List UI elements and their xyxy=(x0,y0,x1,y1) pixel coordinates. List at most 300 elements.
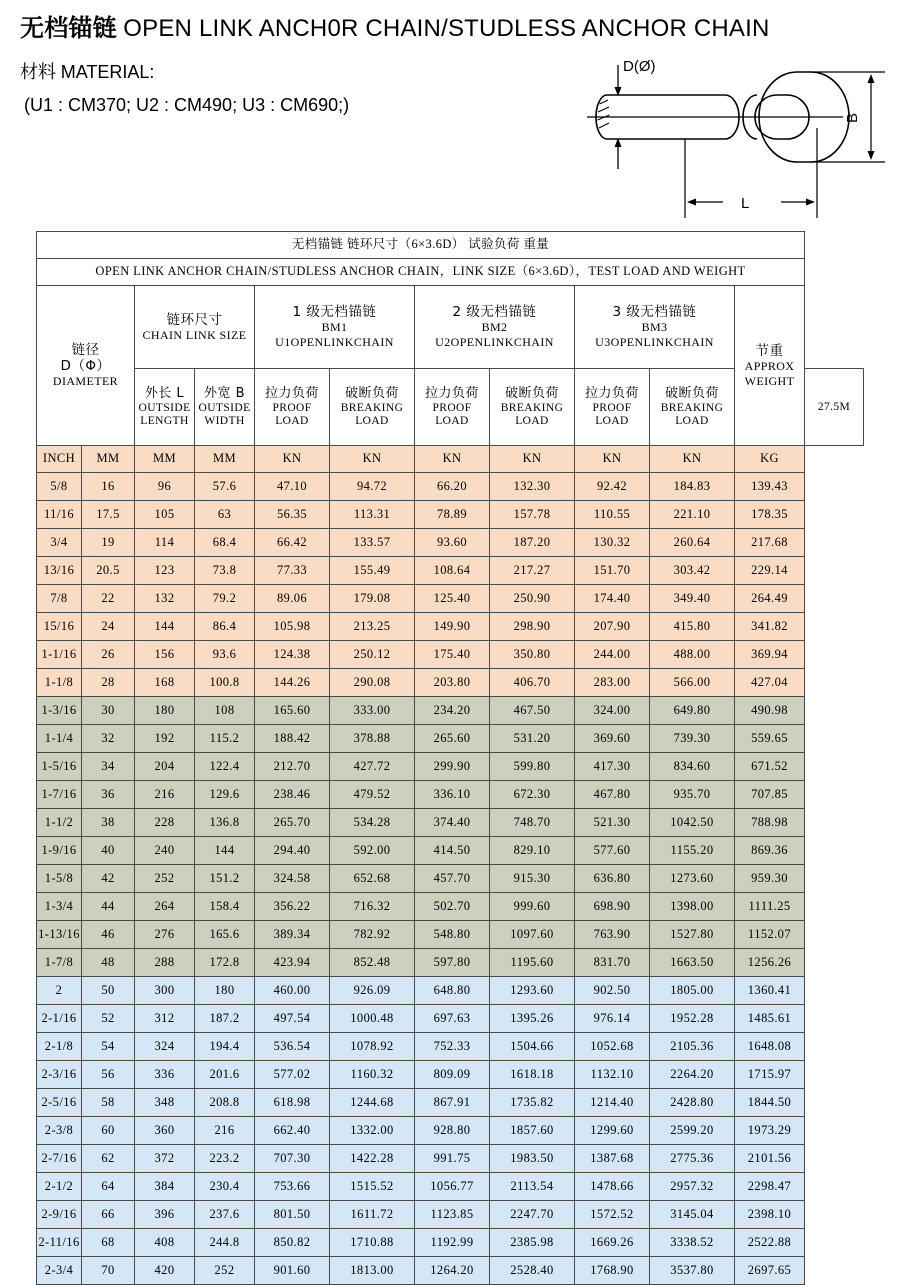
cell-weight_kg: 1973.29 xyxy=(735,1117,805,1145)
table-caption-en: OPEN LINK ANCHOR CHAIN/STUDLESS ANCHOR CHAIN，LINK SIZE（6×3.6D），TEST LOAD AND WEIGHT xyxy=(37,259,805,286)
cell-bm2_proof_kn: 66.20 xyxy=(415,473,490,501)
cell-bm3_breaking_kn: 221.10 xyxy=(650,501,735,529)
cell-weight_kg: 788.98 xyxy=(735,809,805,837)
unit-cell-bm3_proof_kn: KN xyxy=(575,446,650,473)
table-unit-row xyxy=(37,446,864,473)
cell-bm3_proof_kn: 174.40 xyxy=(575,585,650,613)
cell-bm1_proof_kn: 212.70 xyxy=(255,753,330,781)
cell-bm1_proof_kn: 850.82 xyxy=(255,1229,330,1257)
cell-outside_width_mm: 115.2 xyxy=(195,725,255,753)
cell-bm1_breaking_kn: 716.32 xyxy=(330,893,415,921)
header-line: 外宽 B xyxy=(203,386,246,402)
cell-bm1_proof_kn: 144.26 xyxy=(255,669,330,697)
cell-mm: 26 xyxy=(82,641,135,669)
cell-bm1_proof_kn: 294.40 xyxy=(255,837,330,865)
page-title-en: OPEN LINK ANCH0R CHAIN/STUDLESS ANCHOR CHAIN xyxy=(123,15,770,42)
cell-bm3_breaking_kn: 1398.00 xyxy=(650,893,735,921)
cell-inch: 2-1/2 xyxy=(37,1173,82,1201)
unit-cell-weight_kg: KG xyxy=(735,446,805,473)
cell-bm2_proof_kn: 175.40 xyxy=(415,641,490,669)
cell-bm1_proof_kn: 165.60 xyxy=(255,697,330,725)
cell-bm2_proof_kn: 697.63 xyxy=(415,1005,490,1033)
cell-outside_length_mm: 360 xyxy=(135,1117,195,1145)
cell-outside_width_mm: 223.2 xyxy=(195,1145,255,1173)
unit-cell-bm2_proof_kn: KN xyxy=(415,446,490,473)
sub-proof-load-1 xyxy=(255,369,330,446)
cell-inch: 1-1/16 xyxy=(37,641,82,669)
cell-outside_width_mm: 86.4 xyxy=(195,613,255,641)
table-row xyxy=(37,1173,864,1201)
cell-bm3_proof_kn: 207.90 xyxy=(575,613,650,641)
cell-bm1_breaking_kn: 155.49 xyxy=(330,557,415,585)
cell-outside_width_mm: 208.8 xyxy=(195,1089,255,1117)
cell-bm2_breaking_kn: 748.70 xyxy=(490,809,575,837)
cell-bm2_breaking_kn: 132.30 xyxy=(490,473,575,501)
cell-bm1_proof_kn: 77.33 xyxy=(255,557,330,585)
cell-bm3_breaking_kn: 3537.80 xyxy=(650,1257,735,1285)
sub-proof-load-3 xyxy=(575,369,650,446)
chain-link-size-group xyxy=(135,286,255,369)
cell-bm2_breaking_kn: 2113.54 xyxy=(490,1173,575,1201)
cell-outside_length_mm: 96 xyxy=(135,473,195,501)
cell-bm1_proof_kn: 265.70 xyxy=(255,809,330,837)
header-line: 节重 xyxy=(755,342,784,359)
cell-bm3_breaking_kn: 1952.28 xyxy=(650,1005,735,1033)
table-caption-cn: 无档锚链 链环尺寸（6×3.6D） 试验负荷 重量 xyxy=(37,232,805,259)
cell-bm2_breaking_kn: 599.80 xyxy=(490,753,575,781)
cell-bm2_proof_kn: 299.90 xyxy=(415,753,490,781)
cell-bm1_proof_kn: 497.54 xyxy=(255,1005,330,1033)
table-group-header-row xyxy=(37,286,864,369)
cell-mm: 48 xyxy=(82,949,135,977)
cell-weight_kg: 869.36 xyxy=(735,837,805,865)
cell-weight_kg: 341.82 xyxy=(735,613,805,641)
cell-bm3_breaking_kn: 1273.60 xyxy=(650,865,735,893)
cell-bm2_breaking_kn: 1504.66 xyxy=(490,1033,575,1061)
header-line: U2OPENLINKCHAIN xyxy=(435,335,554,350)
cell-bm3_proof_kn: 577.60 xyxy=(575,837,650,865)
cell-mm: 46 xyxy=(82,921,135,949)
cell-bm1_breaking_kn: 1078.92 xyxy=(330,1033,415,1061)
cell-bm3_breaking_kn: 303.42 xyxy=(650,557,735,585)
specification-table xyxy=(36,231,864,1285)
cell-outside_width_mm: 136.8 xyxy=(195,809,255,837)
cell-inch: 2-3/8 xyxy=(37,1117,82,1145)
cell-bm3_breaking_kn: 2105.36 xyxy=(650,1033,735,1061)
header-line: OUTSIDE xyxy=(138,401,191,414)
cell-bm1_proof_kn: 389.34 xyxy=(255,921,330,949)
cell-outside_length_mm: 156 xyxy=(135,641,195,669)
cell-bm3_proof_kn: 1669.26 xyxy=(575,1229,650,1257)
cell-bm1_proof_kn: 324.58 xyxy=(255,865,330,893)
cell-outside_width_mm: 122.4 xyxy=(195,753,255,781)
cell-weight_kg: 139.43 xyxy=(735,473,805,501)
cell-bm3_proof_kn: 130.32 xyxy=(575,529,650,557)
table-row xyxy=(37,1257,864,1285)
cell-bm3_proof_kn: 151.70 xyxy=(575,557,650,585)
cell-outside_length_mm: 420 xyxy=(135,1257,195,1285)
table-row xyxy=(37,501,864,529)
cell-bm3_breaking_kn: 739.30 xyxy=(650,725,735,753)
cell-outside_width_mm: 237.6 xyxy=(195,1201,255,1229)
cell-bm3_breaking_kn: 1805.00 xyxy=(650,977,735,1005)
unit-cell-bm1_proof_kn: KN xyxy=(255,446,330,473)
cell-bm3_proof_kn: 110.55 xyxy=(575,501,650,529)
chain-link-diagram xyxy=(585,50,900,225)
header-line: LOAD xyxy=(515,414,549,427)
cell-mm: 22 xyxy=(82,585,135,613)
cell-bm1_proof_kn: 536.54 xyxy=(255,1033,330,1061)
cell-bm2_proof_kn: 867.91 xyxy=(415,1089,490,1117)
cell-bm3_breaking_kn: 184.83 xyxy=(650,473,735,501)
table-row xyxy=(37,1061,864,1089)
cell-mm: 60 xyxy=(82,1117,135,1145)
cell-inch: 2-3/4 xyxy=(37,1257,82,1285)
cell-outside_length_mm: 336 xyxy=(135,1061,195,1089)
cell-bm3_proof_kn: 831.70 xyxy=(575,949,650,977)
header-line: LOAD xyxy=(275,414,309,427)
cell-mm: 24 xyxy=(82,613,135,641)
header-line: 27.5M xyxy=(817,400,851,413)
cell-bm2_proof_kn: 457.70 xyxy=(415,865,490,893)
cell-bm2_proof_kn: 752.33 xyxy=(415,1033,490,1061)
cell-mm: 40 xyxy=(82,837,135,865)
table-row xyxy=(37,1145,864,1173)
table-body xyxy=(37,232,864,1285)
cell-outside_width_mm: 57.6 xyxy=(195,473,255,501)
cell-outside_width_mm: 144 xyxy=(195,837,255,865)
cell-outside_width_mm: 187.2 xyxy=(195,1005,255,1033)
cell-weight_kg: 559.65 xyxy=(735,725,805,753)
cell-bm1_proof_kn: 124.38 xyxy=(255,641,330,669)
cell-outside_width_mm: 93.6 xyxy=(195,641,255,669)
header-line: D（Φ） xyxy=(60,358,111,375)
cell-bm3_proof_kn: 1478.66 xyxy=(575,1173,650,1201)
cell-bm3_breaking_kn: 834.60 xyxy=(650,753,735,781)
table-row xyxy=(37,1089,864,1117)
cell-bm3_proof_kn: 324.00 xyxy=(575,697,650,725)
grade2-group xyxy=(415,286,575,369)
table-row xyxy=(37,865,864,893)
cell-bm1_breaking_kn: 534.28 xyxy=(330,809,415,837)
cell-outside_length_mm: 132 xyxy=(135,585,195,613)
cell-bm3_proof_kn: 1572.52 xyxy=(575,1201,650,1229)
cell-mm: 62 xyxy=(82,1145,135,1173)
cell-mm: 20.5 xyxy=(82,557,135,585)
cell-bm3_proof_kn: 1214.40 xyxy=(575,1089,650,1117)
cell-bm2_proof_kn: 1264.20 xyxy=(415,1257,490,1285)
cell-bm3_proof_kn: 636.80 xyxy=(575,865,650,893)
cell-mm: 32 xyxy=(82,725,135,753)
cell-weight_kg: 707.85 xyxy=(735,781,805,809)
cell-outside_length_mm: 252 xyxy=(135,865,195,893)
cell-bm1_proof_kn: 577.02 xyxy=(255,1061,330,1089)
header-line: 拉力负荷 xyxy=(424,386,479,402)
cell-weight_kg: 490.98 xyxy=(735,697,805,725)
cell-weight_kg: 1648.08 xyxy=(735,1033,805,1061)
weight-group xyxy=(735,286,805,446)
cell-bm3_proof_kn: 902.50 xyxy=(575,977,650,1005)
cell-bm3_breaking_kn: 2428.80 xyxy=(650,1089,735,1117)
cell-bm3_proof_kn: 1132.10 xyxy=(575,1061,650,1089)
cell-bm2_proof_kn: 78.89 xyxy=(415,501,490,529)
cell-bm2_breaking_kn: 1857.60 xyxy=(490,1117,575,1145)
table-row xyxy=(37,1117,864,1145)
table-row xyxy=(37,725,864,753)
cell-outside_width_mm: 63 xyxy=(195,501,255,529)
cell-inch: 2-3/16 xyxy=(37,1061,82,1089)
cell-mm: 44 xyxy=(82,893,135,921)
header-line: U1OPENLINKCHAIN xyxy=(275,335,394,350)
unit-cell-bm2_breaking_kn: KN xyxy=(490,446,575,473)
cell-mm: 28 xyxy=(82,669,135,697)
cell-bm1_breaking_kn: 1710.88 xyxy=(330,1229,415,1257)
cell-bm2_breaking_kn: 187.20 xyxy=(490,529,575,557)
cell-mm: 66 xyxy=(82,1201,135,1229)
cell-mm: 17.5 xyxy=(82,501,135,529)
cell-bm1_breaking_kn: 592.00 xyxy=(330,837,415,865)
cell-weight_kg: 2522.88 xyxy=(735,1229,805,1257)
cell-inch: 7/8 xyxy=(37,585,82,613)
cell-bm2_proof_kn: 125.40 xyxy=(415,585,490,613)
cell-bm1_proof_kn: 238.46 xyxy=(255,781,330,809)
cell-bm3_breaking_kn: 1527.80 xyxy=(650,921,735,949)
table-row xyxy=(37,641,864,669)
header-line: BM1 xyxy=(321,320,348,335)
cell-bm3_breaking_kn: 1155.20 xyxy=(650,837,735,865)
cell-bm2_proof_kn: 1056.77 xyxy=(415,1173,490,1201)
table-row xyxy=(37,1033,864,1061)
cell-bm2_proof_kn: 597.80 xyxy=(415,949,490,977)
cell-weight_kg: 229.14 xyxy=(735,557,805,585)
sub-breaking-load-2 xyxy=(490,369,575,446)
header-line: 拉力负荷 xyxy=(584,386,639,402)
unit-cell-mm: MM xyxy=(82,446,135,473)
cell-inch: 2-1/8 xyxy=(37,1033,82,1061)
cell-outside_length_mm: 276 xyxy=(135,921,195,949)
cell-bm1_breaking_kn: 179.08 xyxy=(330,585,415,613)
cell-outside_length_mm: 144 xyxy=(135,613,195,641)
cell-bm2_proof_kn: 1192.99 xyxy=(415,1229,490,1257)
table-row xyxy=(37,977,864,1005)
grade3-group xyxy=(575,286,735,369)
header-line: LOAD xyxy=(675,414,709,427)
sub-breaking-load-1 xyxy=(330,369,415,446)
cell-bm1_proof_kn: 618.98 xyxy=(255,1089,330,1117)
cell-bm2_proof_kn: 928.80 xyxy=(415,1117,490,1145)
cell-outside_width_mm: 230.4 xyxy=(195,1173,255,1201)
cell-bm2_proof_kn: 93.60 xyxy=(415,529,490,557)
cell-inch: 2-11/16 xyxy=(37,1229,82,1257)
page-title xyxy=(20,8,770,43)
table-row xyxy=(37,1201,864,1229)
cell-bm3_breaking_kn: 260.64 xyxy=(650,529,735,557)
cell-bm1_proof_kn: 801.50 xyxy=(255,1201,330,1229)
table-row xyxy=(37,837,864,865)
cell-bm3_breaking_kn: 2775.36 xyxy=(650,1145,735,1173)
header-line: BM2 xyxy=(481,320,508,335)
cell-bm1_breaking_kn: 378.88 xyxy=(330,725,415,753)
cell-outside_width_mm: 180 xyxy=(195,977,255,1005)
table-row xyxy=(37,585,864,613)
cell-weight_kg: 427.04 xyxy=(735,669,805,697)
cell-weight_kg: 1844.50 xyxy=(735,1089,805,1117)
header-line: U3OPENLINKCHAIN xyxy=(595,335,714,350)
unit-cell-outside_width_mm: MM xyxy=(195,446,255,473)
table-row xyxy=(37,1229,864,1257)
cell-bm1_breaking_kn: 427.72 xyxy=(330,753,415,781)
header-line: LOAD xyxy=(435,414,469,427)
cell-inch: 11/16 xyxy=(37,501,82,529)
cell-outside_length_mm: 384 xyxy=(135,1173,195,1201)
diagram-label-l: L xyxy=(741,195,750,212)
header-line: WEIGHT xyxy=(744,373,795,388)
cell-outside_length_mm: 264 xyxy=(135,893,195,921)
cell-bm3_proof_kn: 976.14 xyxy=(575,1005,650,1033)
material-label xyxy=(20,58,154,84)
table-row xyxy=(37,613,864,641)
cell-outside_width_mm: 129.6 xyxy=(195,781,255,809)
cell-bm2_proof_kn: 414.50 xyxy=(415,837,490,865)
cell-bm1_breaking_kn: 250.12 xyxy=(330,641,415,669)
header-line: 1 级无档锚链 xyxy=(292,304,377,321)
cell-bm3_breaking_kn: 2599.20 xyxy=(650,1117,735,1145)
cell-bm2_breaking_kn: 2385.98 xyxy=(490,1229,575,1257)
cell-bm3_proof_kn: 1387.68 xyxy=(575,1145,650,1173)
specification-table-container xyxy=(36,231,864,1285)
header-line: LENGTH xyxy=(140,414,189,427)
table-row xyxy=(37,529,864,557)
cell-outside_length_mm: 114 xyxy=(135,529,195,557)
cell-outside_length_mm: 372 xyxy=(135,1145,195,1173)
cell-inch: 1-7/16 xyxy=(37,781,82,809)
cell-bm3_breaking_kn: 1663.50 xyxy=(650,949,735,977)
cell-outside_width_mm: 194.4 xyxy=(195,1033,255,1061)
cell-bm3_breaking_kn: 1042.50 xyxy=(650,809,735,837)
cell-bm2_breaking_kn: 2247.70 xyxy=(490,1201,575,1229)
cell-weight_kg: 2298.47 xyxy=(735,1173,805,1201)
cell-bm2_proof_kn: 234.20 xyxy=(415,697,490,725)
cell-bm1_breaking_kn: 213.25 xyxy=(330,613,415,641)
cell-bm1_breaking_kn: 94.72 xyxy=(330,473,415,501)
cell-weight_kg: 217.68 xyxy=(735,529,805,557)
cell-bm3_proof_kn: 92.42 xyxy=(575,473,650,501)
cell-bm2_breaking_kn: 1395.26 xyxy=(490,1005,575,1033)
cell-bm1_proof_kn: 188.42 xyxy=(255,725,330,753)
cell-bm2_breaking_kn: 1983.50 xyxy=(490,1145,575,1173)
cell-bm3_proof_kn: 417.30 xyxy=(575,753,650,781)
cell-outside_length_mm: 324 xyxy=(135,1033,195,1061)
cell-mm: 64 xyxy=(82,1173,135,1201)
cell-mm: 36 xyxy=(82,781,135,809)
header-line: 链径 xyxy=(71,342,100,359)
cell-bm1_proof_kn: 105.98 xyxy=(255,613,330,641)
table-row xyxy=(37,753,864,781)
cell-weight_kg: 1256.26 xyxy=(735,949,805,977)
cell-inch: 3/4 xyxy=(37,529,82,557)
header-line: DIAMETER xyxy=(52,374,119,389)
cell-weight_kg: 1152.07 xyxy=(735,921,805,949)
header-line: 2 级无档锚链 xyxy=(452,304,537,321)
cell-mm: 19 xyxy=(82,529,135,557)
cell-inch: 1-9/16 xyxy=(37,837,82,865)
material-label-cn: 材料 xyxy=(20,62,56,83)
cell-bm2_breaking_kn: 1097.60 xyxy=(490,921,575,949)
cell-mm: 68 xyxy=(82,1229,135,1257)
cell-bm1_breaking_kn: 133.57 xyxy=(330,529,415,557)
cell-bm2_proof_kn: 265.60 xyxy=(415,725,490,753)
table-row xyxy=(37,1005,864,1033)
header-line: LOAD xyxy=(355,414,389,427)
cell-bm2_breaking_kn: 298.90 xyxy=(490,613,575,641)
material-label-en: MATERIAL: xyxy=(60,62,155,82)
cell-weight_kg: 959.30 xyxy=(735,865,805,893)
cell-bm1_breaking_kn: 1611.72 xyxy=(330,1201,415,1229)
cell-bm1_proof_kn: 47.10 xyxy=(255,473,330,501)
cell-outside_length_mm: 216 xyxy=(135,781,195,809)
cell-bm1_proof_kn: 460.00 xyxy=(255,977,330,1005)
cell-inch: 1-5/8 xyxy=(37,865,82,893)
cell-outside_width_mm: 108 xyxy=(195,697,255,725)
cell-inch: 2 xyxy=(37,977,82,1005)
cell-outside_length_mm: 288 xyxy=(135,949,195,977)
header-line: 破断负荷 xyxy=(504,386,559,402)
cell-outside_width_mm: 151.2 xyxy=(195,865,255,893)
cell-weight_kg: 1715.97 xyxy=(735,1061,805,1089)
cell-bm3_proof_kn: 698.90 xyxy=(575,893,650,921)
page-title-cn: 无档锚链 xyxy=(20,14,117,42)
cell-outside_length_mm: 123 xyxy=(135,557,195,585)
header-line: WIDTH xyxy=(204,414,245,427)
cell-bm3_breaking_kn: 649.80 xyxy=(650,697,735,725)
cell-outside_width_mm: 158.4 xyxy=(195,893,255,921)
cell-outside_width_mm: 68.4 xyxy=(195,529,255,557)
table-row xyxy=(37,893,864,921)
cell-bm2_breaking_kn: 217.27 xyxy=(490,557,575,585)
cell-inch: 1-7/8 xyxy=(37,949,82,977)
page-header xyxy=(0,0,900,228)
cell-outside_length_mm: 180 xyxy=(135,697,195,725)
cell-weight_kg: 178.35 xyxy=(735,501,805,529)
cell-bm2_breaking_kn: 999.60 xyxy=(490,893,575,921)
cell-outside_length_mm: 168 xyxy=(135,669,195,697)
cell-mm: 58 xyxy=(82,1089,135,1117)
cell-bm1_proof_kn: 662.40 xyxy=(255,1117,330,1145)
cell-outside_width_mm: 73.8 xyxy=(195,557,255,585)
cell-weight_kg: 264.49 xyxy=(735,585,805,613)
header-line: 外长 L xyxy=(144,386,185,402)
cell-inch: 1-3/4 xyxy=(37,893,82,921)
cell-outside_length_mm: 240 xyxy=(135,837,195,865)
header-line: CHAIN LINK SIZE xyxy=(142,327,247,342)
cell-weight_kg: 1485.61 xyxy=(735,1005,805,1033)
cell-bm2_proof_kn: 502.70 xyxy=(415,893,490,921)
cell-bm1_breaking_kn: 1813.00 xyxy=(330,1257,415,1285)
header-line: PROOF xyxy=(592,401,632,414)
cell-bm1_proof_kn: 753.66 xyxy=(255,1173,330,1201)
cell-bm2_breaking_kn: 672.30 xyxy=(490,781,575,809)
table-row xyxy=(37,781,864,809)
cell-bm2_proof_kn: 203.80 xyxy=(415,669,490,697)
cell-bm1_proof_kn: 423.94 xyxy=(255,949,330,977)
cell-bm1_breaking_kn: 1000.48 xyxy=(330,1005,415,1033)
cell-inch: 13/16 xyxy=(37,557,82,585)
header-line: 链环尺寸 xyxy=(166,311,223,328)
cell-inch: 1-13/16 xyxy=(37,921,82,949)
cell-bm1_breaking_kn: 1515.52 xyxy=(330,1173,415,1201)
cell-outside_length_mm: 204 xyxy=(135,753,195,781)
cell-outside_width_mm: 201.6 xyxy=(195,1061,255,1089)
